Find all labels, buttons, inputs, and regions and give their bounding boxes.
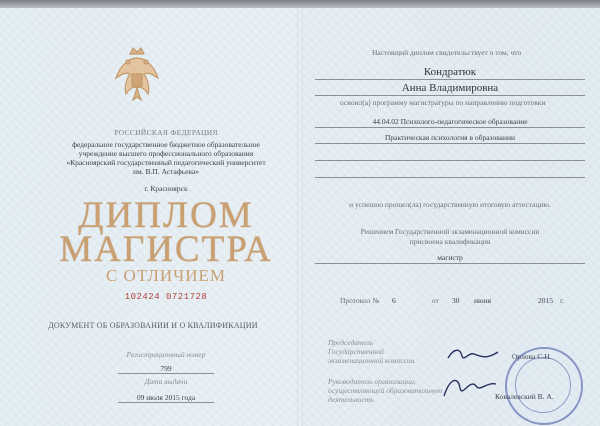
registration-number: 799 xyxy=(160,364,172,373)
issue-date: 09 июля 2015 года xyxy=(136,393,196,402)
profile-underline-1 xyxy=(315,143,585,144)
institution-line-2: учреждение высшего профессионального образования xyxy=(78,149,254,158)
head-label-1: Руководитель организации, xyxy=(328,377,416,386)
issue-date-label: Дата выдачи xyxy=(144,377,188,386)
city-label: г. Красноярск xyxy=(144,184,188,193)
decision-line-2: присвоена квалификация xyxy=(409,237,491,246)
degree-title: МАГИСТРА xyxy=(59,229,273,270)
profile-underline-3 xyxy=(315,177,585,178)
seal-inner-ring xyxy=(515,357,571,413)
mastered-text: освоил(а) программу магистратуры по направлению подготовки xyxy=(340,98,546,107)
graduate-given-names: Анна Владимировна xyxy=(401,82,499,94)
center-fold xyxy=(297,8,303,426)
direction-underline xyxy=(315,127,585,128)
qualification-underline xyxy=(315,263,585,264)
protocol-month: июня xyxy=(474,296,492,305)
document-type: ДОКУМЕНТ ОБ ОБРАЗОВАНИИ И О КВАЛИФИКАЦИИ xyxy=(48,321,258,330)
profile-underline-2 xyxy=(315,160,585,161)
diploma-title: ДИПЛОМ xyxy=(78,195,254,236)
direction-text: 44.04.02 Психолого-педагогическое образование xyxy=(372,117,528,126)
protocol-day: 30 xyxy=(452,296,460,305)
head-label-2: осуществляющей образовательную xyxy=(328,386,443,395)
surname-underline xyxy=(315,79,585,80)
chair-name: Орлова С.Н. xyxy=(512,352,552,361)
protocol-number: 6 xyxy=(392,296,396,305)
given-names-underline xyxy=(315,95,585,96)
official-seal-icon xyxy=(505,347,583,425)
passed-text: и успешно прошел(ла) государственную итоговую аттестацию. xyxy=(349,200,551,209)
institution-line-3: «Красноярский государственный педагогический университет xyxy=(66,158,266,167)
head-name: Ковалевский В. А. xyxy=(495,392,554,401)
date-from-label: от xyxy=(432,296,439,305)
registration-label: Регистрационный номер xyxy=(126,350,206,359)
head-signature-icon xyxy=(440,372,500,402)
chair-label-2: Государственной xyxy=(328,347,384,356)
serial-number: 102424 0721728 xyxy=(124,292,208,302)
year-suffix: г. xyxy=(560,296,565,305)
institution-line-1: федеральное государственное бюджетное образовательное xyxy=(72,140,260,149)
top-border xyxy=(0,0,600,8)
chair-label-1: Председатель xyxy=(328,338,374,347)
registration-underline xyxy=(118,373,214,374)
decision-line-1: Решением Государственной экзаменационной комиссии xyxy=(360,227,540,236)
graduate-surname: Кондратюк xyxy=(423,66,477,78)
qualification-text: магистр xyxy=(437,253,463,262)
federation-label: РОССИЙСКАЯ ФЕДЕРАЦИЯ xyxy=(114,128,218,137)
issue-date-underline xyxy=(118,402,214,403)
coat-of-arms-icon xyxy=(110,44,164,110)
institution-line-4: им. В.П. Астафьева» xyxy=(133,167,199,176)
chair-label-3: экзаменационной комиссии xyxy=(328,356,415,365)
chair-signature-icon xyxy=(446,344,500,366)
protocol-year: 2015 xyxy=(538,296,553,305)
honors-label: С ОТЛИЧИЕМ xyxy=(105,266,227,285)
profile-text: Практическая психология в образовании xyxy=(384,133,516,142)
protocol-label: Протокол № xyxy=(340,296,380,305)
head-label-3: деятельность xyxy=(328,395,374,404)
certifies-text: Настоящий диплом свидетельствует о том, что xyxy=(372,48,522,57)
